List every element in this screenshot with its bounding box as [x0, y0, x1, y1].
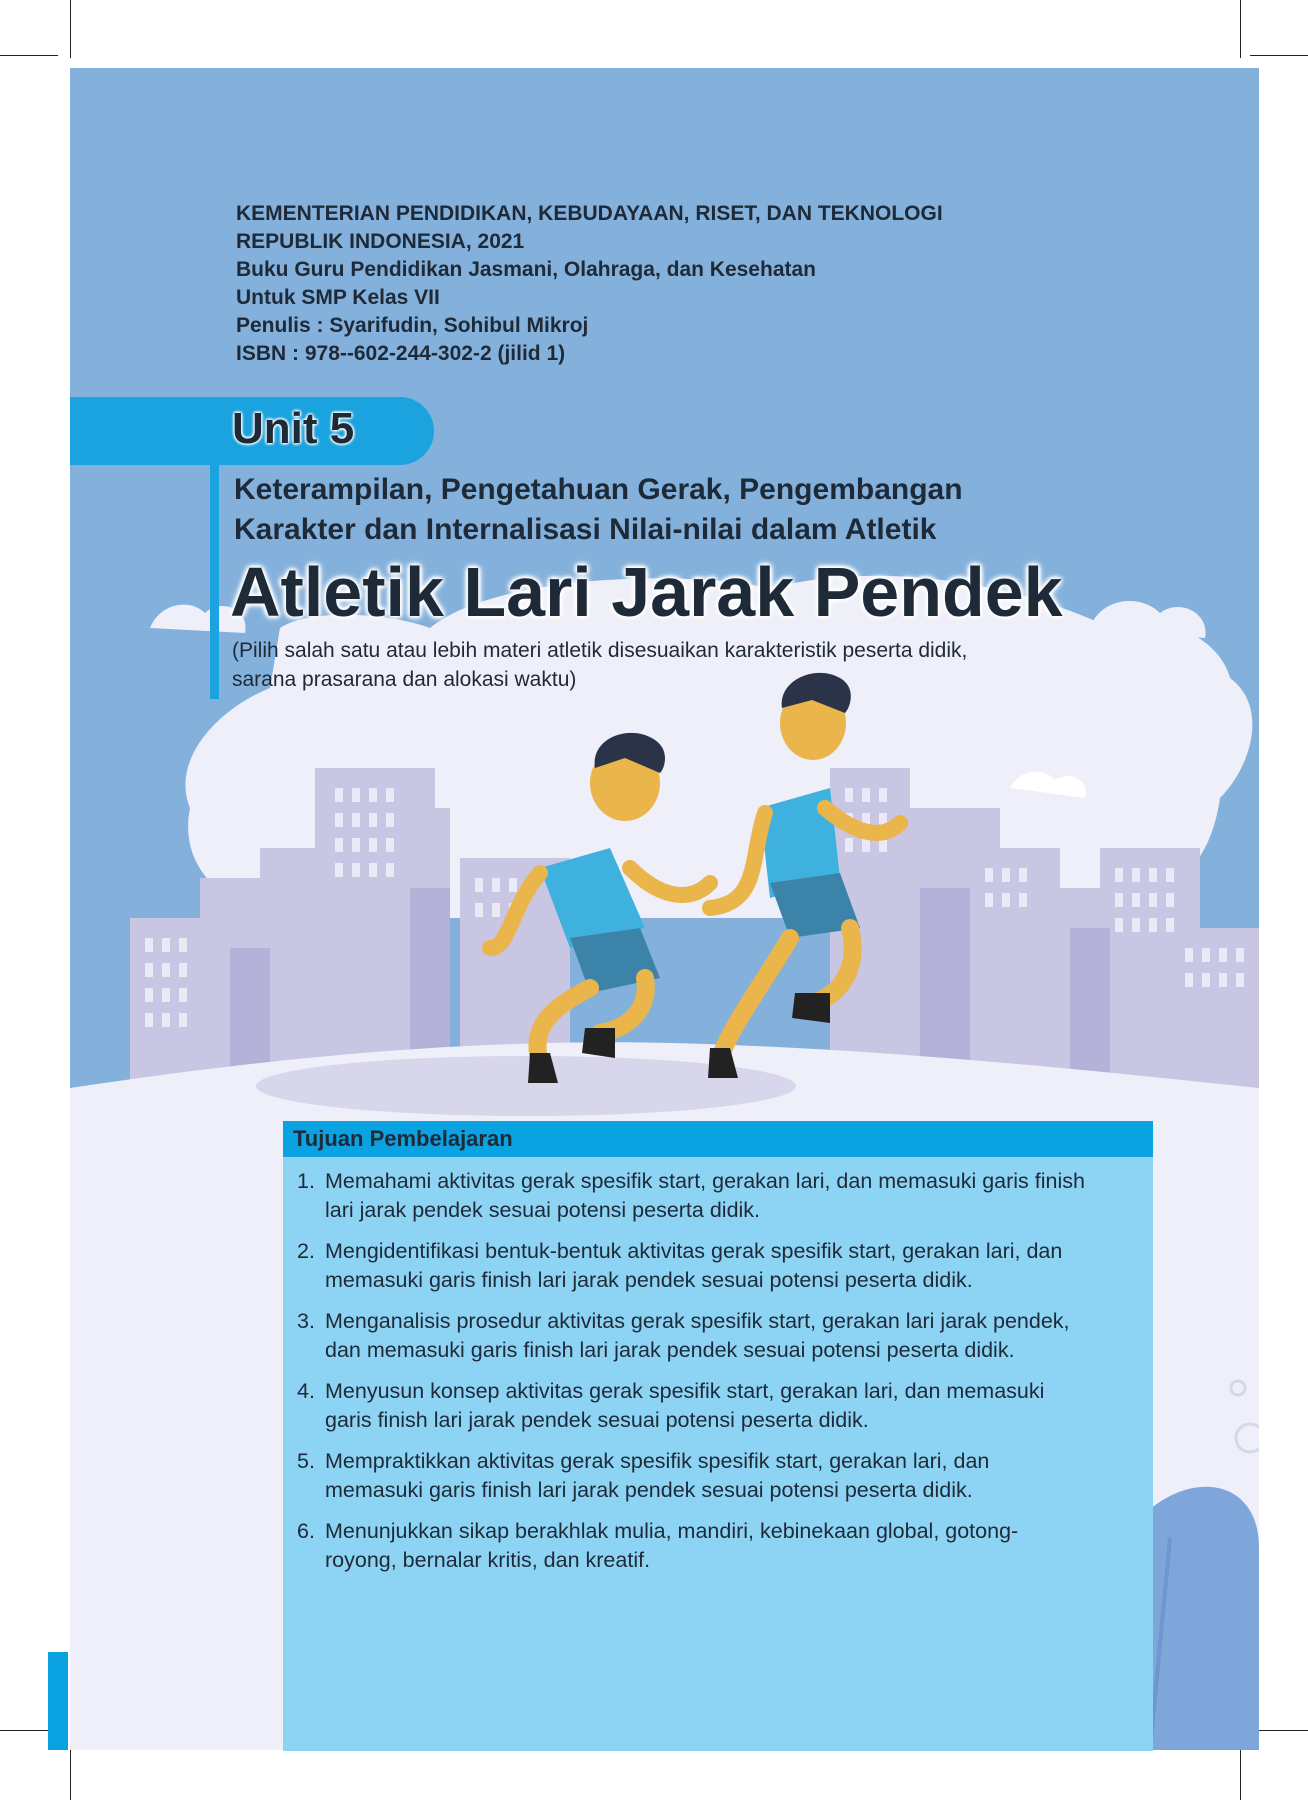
objective-item: [283, 1447, 1133, 1505]
objective-text: Menganalisis prosedur aktivitas gerak spesifik start, gerakan lari jarak pendek,: [325, 1309, 1070, 1333]
objective-number: 6.: [297, 1519, 315, 1543]
page-title: Atletik Lari Jarak Pendek: [230, 553, 1063, 631]
objective-text: Menyusun konsep aktivitas gerak spesifik start, gerakan lari, dan memasuki: [325, 1379, 1045, 1403]
objective-item: [283, 1167, 1133, 1225]
crop-mark: [70, 0, 71, 58]
title-note: [232, 636, 1112, 694]
publisher-line: KEMENTERIAN PENDIDIKAN, KEBUDAYAAN, RISET, DAN TEKNOLOGI: [236, 202, 943, 225]
crop-mark: [0, 55, 58, 56]
objective-text: Mengidentifikasi bentuk-bentuk aktivitas gerak spesifik start, gerakan lari, dan: [325, 1239, 1063, 1263]
objective-text: lari jarak pendek sesuai potensi peserta didik.: [325, 1198, 761, 1222]
objective-text: Menunjukkan sikap berakhlak mulia, mandiri, kebinekaan global, gotong-: [325, 1519, 1019, 1543]
note-line: (Pilih salah satu atau lebih materi atletik disesuaikan karakteristik peserta didik,: [232, 639, 968, 662]
crop-mark: [1240, 1745, 1241, 1800]
objective-text: memasuki garis finish lari jarak pendek sesuai potensi peserta didik.: [325, 1478, 973, 1502]
objective-item: [283, 1517, 1133, 1575]
objective-number: 1.: [297, 1169, 315, 1193]
objective-number: 3.: [297, 1309, 315, 1333]
unit-label: Unit 5: [232, 404, 355, 453]
objective-number: 5.: [297, 1449, 315, 1473]
objective-text: Memahami aktivitas gerak spesifik start, gerakan lari, dan memasuki garis finish: [325, 1169, 1085, 1193]
objective-text: Mempraktikkan aktivitas gerak spesifik spesifik start, gerakan lari, dan: [325, 1449, 990, 1473]
crop-mark: [70, 1745, 71, 1800]
publisher-info: [236, 200, 1136, 368]
publisher-line: Untuk SMP Kelas VII: [236, 286, 440, 309]
objective-text: garis finish lari jarak pendek sesuai potensi peserta didik.: [325, 1408, 869, 1432]
note-line: sarana prasarana dan alokasi waktu): [232, 668, 577, 691]
crop-mark: [1240, 0, 1241, 58]
publisher-line: Buku Guru Pendidikan Jasmani, Olahraga, dan Kesehatan: [236, 258, 816, 281]
unit-subtitle: [234, 470, 1134, 550]
objective-number: 2.: [297, 1239, 315, 1263]
subtitle-line: Keterampilan, Pengetahuan Gerak, Pengembangan: [234, 473, 963, 506]
objective-item: [283, 1377, 1133, 1435]
crop-mark: [1250, 55, 1308, 56]
publisher-line: ISBN : 978--602-244-302-2 (jilid 1): [236, 342, 566, 365]
objectives-header: Tujuan Pembelajaran: [283, 1121, 1153, 1157]
publisher-line: Penulis : Syarifudin, Sohibul Mikroj: [236, 314, 589, 337]
objective-number: 4.: [297, 1379, 315, 1403]
objective-text: memasuki garis finish lari jarak pendek sesuai potensi peserta didik.: [325, 1268, 973, 1292]
objectives-list: [283, 1157, 1153, 1575]
objective-item: [283, 1237, 1133, 1295]
objective-text: royong, bernalar kritis, dan kreatif.: [325, 1548, 651, 1572]
title-accent-bar: [210, 465, 219, 699]
learning-objectives-box: [283, 1121, 1153, 1751]
objective-text: dan memasuki garis finish lari jarak pendek sesuai potensi peserta didik.: [325, 1338, 1015, 1362]
objective-item: [283, 1307, 1133, 1365]
publisher-line: REPUBLIK INDONESIA, 2021: [236, 230, 525, 253]
edge-accent-bar: [48, 1652, 68, 1750]
subtitle-line: Karakter dan Internalisasi Nilai-nilai dalam Atletik: [234, 513, 937, 546]
